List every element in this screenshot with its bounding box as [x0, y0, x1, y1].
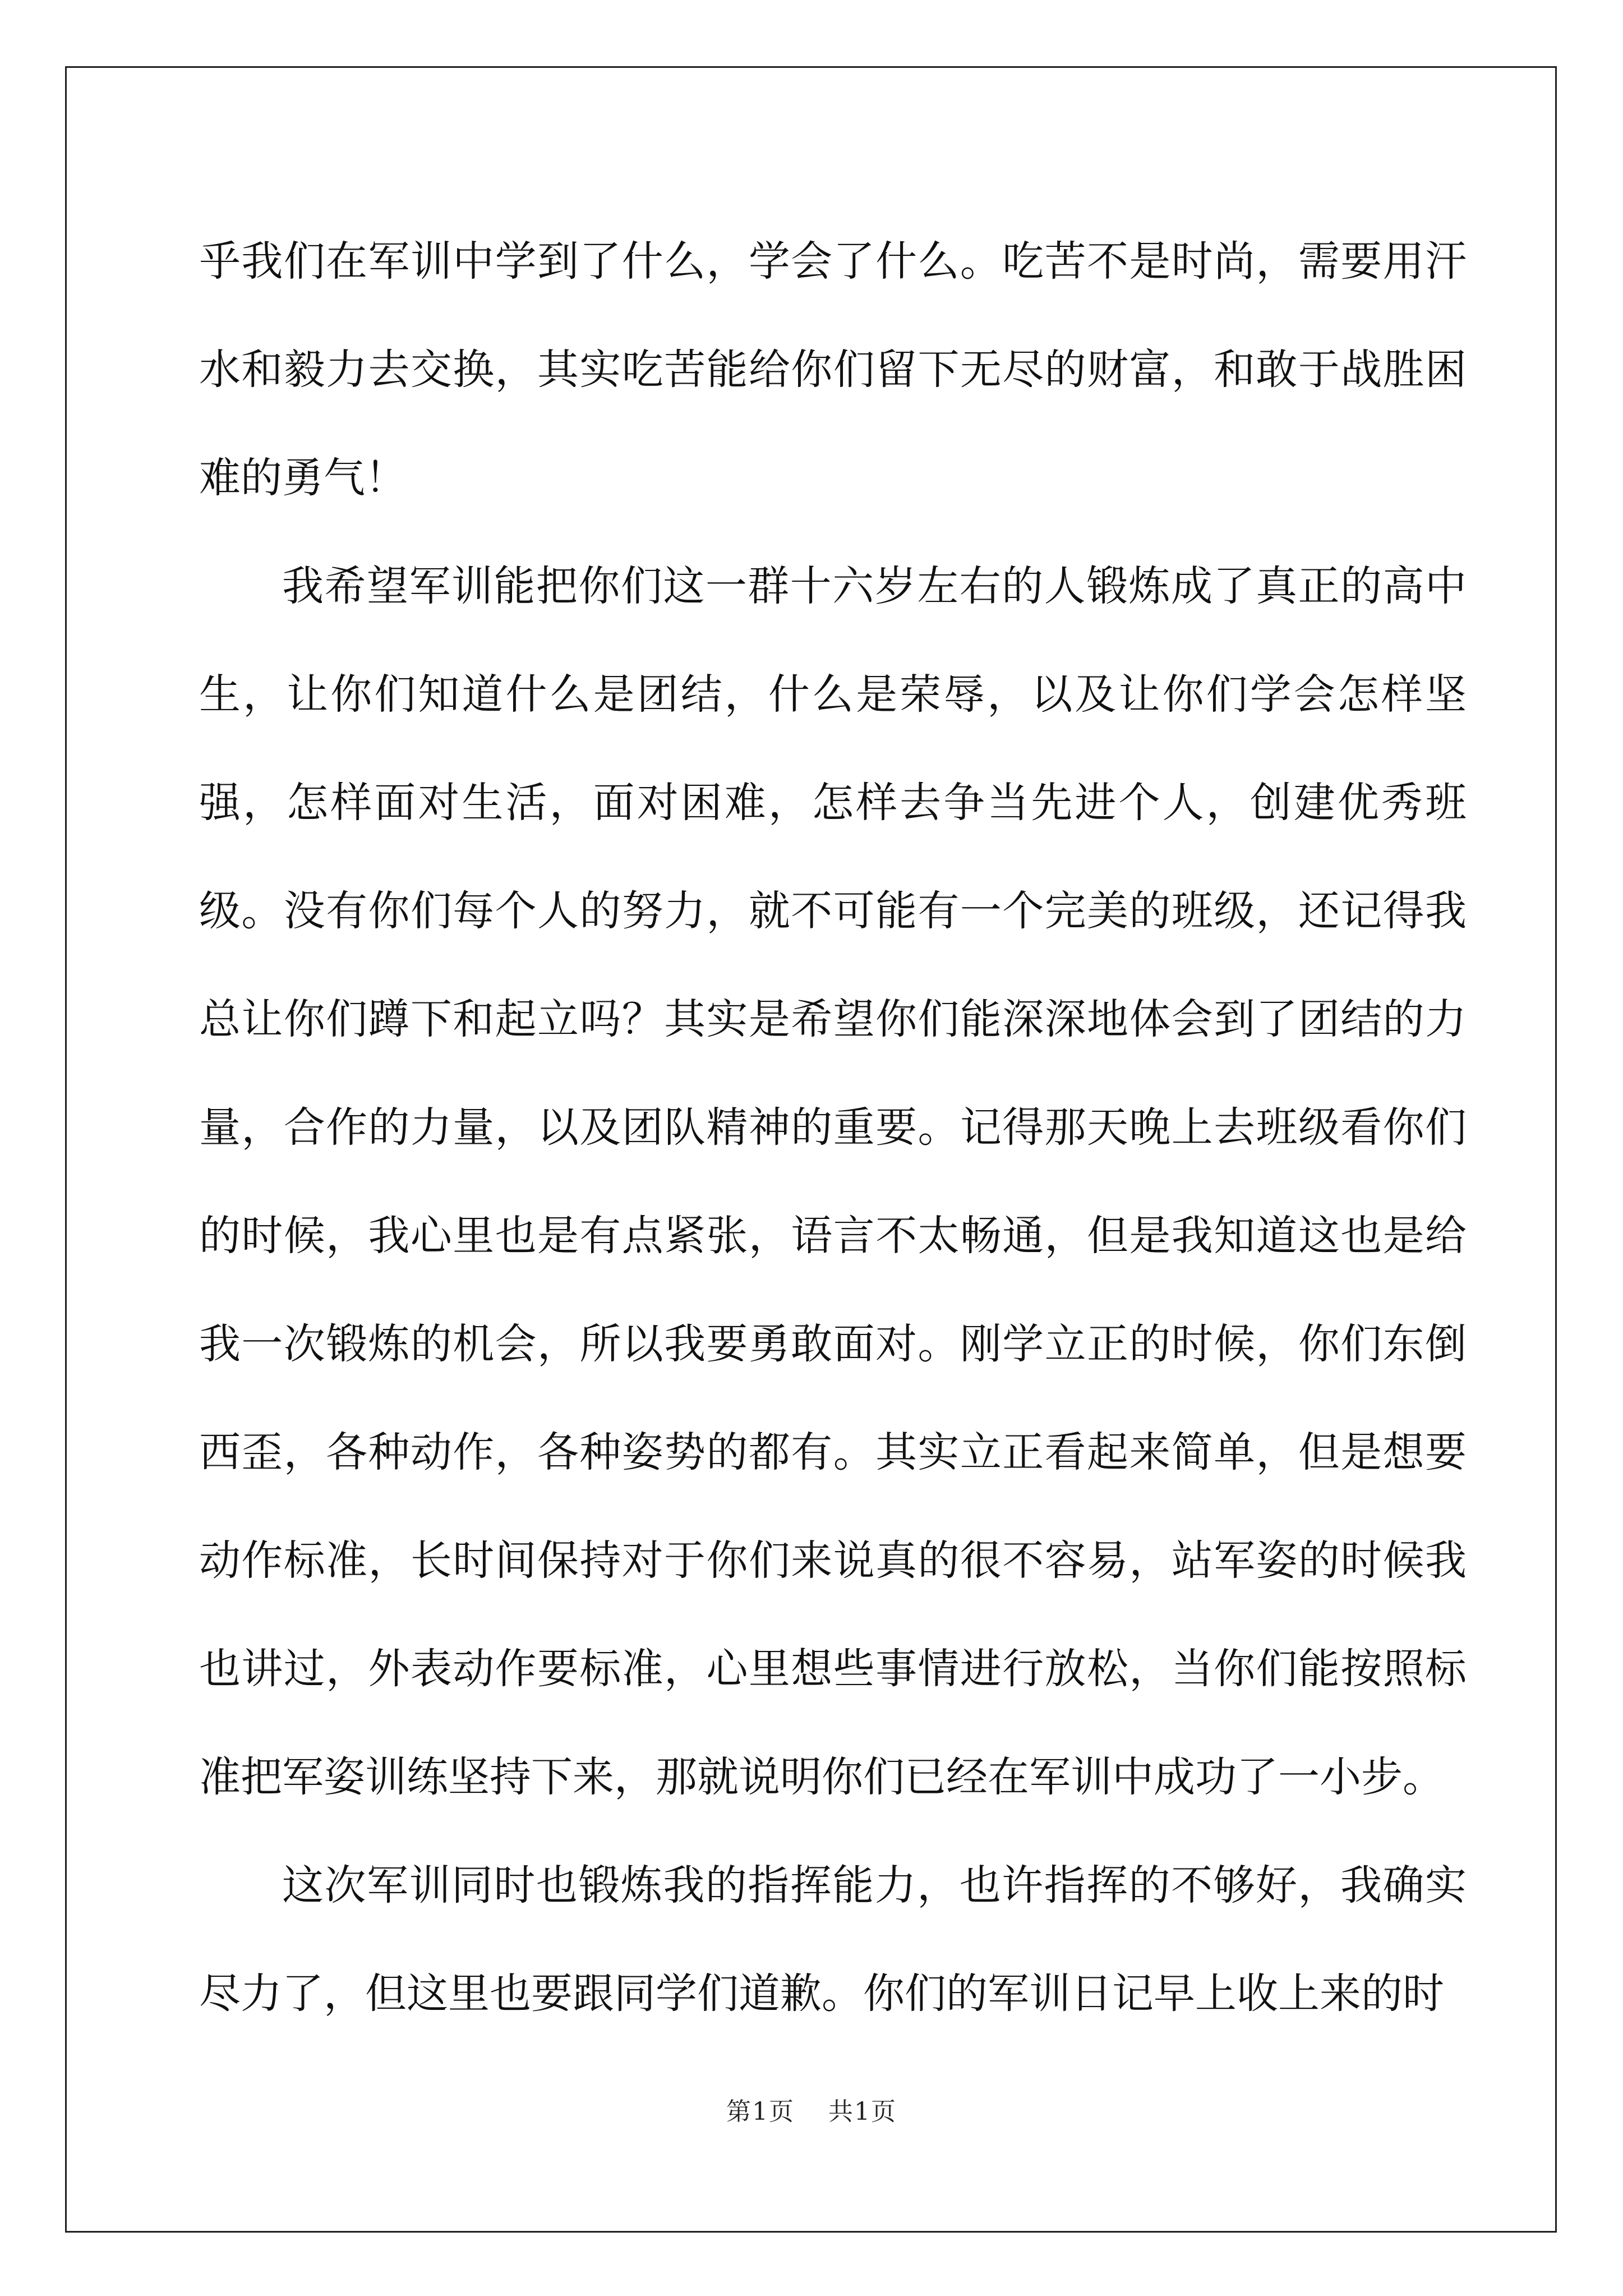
paragraph-1: 乎我们在军训中学到了什么，学会了什么。吃苦不是时尚，需要用汗水和毅力去交换，其实吃苦能给你们留下无尽的财富，和敢于战胜困难的勇气！	[199, 237, 1467, 502]
page-number: 第1页	[726, 2097, 795, 2126]
page-total: 共1页	[828, 2097, 897, 2126]
document-body	[199, 208, 1467, 2048]
paragraph-3: 这次军训同时也锻炼我的指挥能力，也许指挥的不够好，我确实尽力了，但这里也要跟同学们道歉。你们的军训日记早上收上来的时	[199, 1861, 1467, 2018]
page-footer	[0, 2091, 1623, 2127]
paragraph-2: 我希望军训能把你们这一群十六岁左右的人锻炼成了真正的高中生，让你们知道什么是团结，什么是荣辱，以及让你们学会怎样坚强，怎样面对生活，面对困难，怎样去争当先进个人，创建优秀班级。没有你们每个人的努力，就不可能有一个完美的班级，还记得我总让你们蹲下和起立吗？其实是希望你们能深深地体会到了团结的力量，合作的力量，以及团队精神的重要。记得那天晚上去班级看你们的时候，我心里也是有点紧张，语言不太畅通，但是我知道这也是给我一次锻炼的机会，所以我要勇敢面对。刚学立正的时候，你们东倒西歪，各种动作，各种姿势的都有。其实立正看起来简单，但是想要动作标准，长时间保持对于你们来说真的很不容易，站军姿的时候我也讲过，外表动作要标准，心里想些事情进行放松，当你们能按照标准把军姿训练坚持下来，那就说明你们已经在军训中成功了一小步。	[199, 562, 1467, 1801]
